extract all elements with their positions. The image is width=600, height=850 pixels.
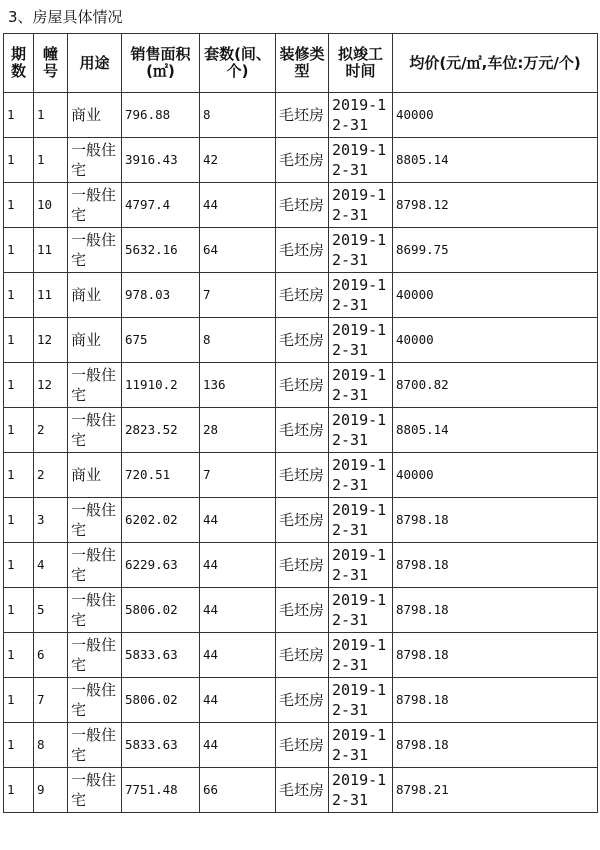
cell-building: 3 bbox=[34, 498, 68, 543]
cell-units: 64 bbox=[200, 228, 276, 273]
cell-units: 7 bbox=[200, 273, 276, 318]
cell-phase: 1 bbox=[4, 93, 34, 138]
cell-use: 商业 bbox=[68, 93, 122, 138]
cell-units: 136 bbox=[200, 363, 276, 408]
cell-building: 1 bbox=[34, 93, 68, 138]
section-title: 3、房屋具体情况 bbox=[8, 8, 123, 26]
cell-decoration: 毛坯房 bbox=[276, 723, 329, 768]
cell-area: 5632.16 bbox=[122, 228, 200, 273]
cell-building: 1 bbox=[34, 138, 68, 183]
cell-use: 一般住宅 bbox=[68, 633, 122, 678]
cell-use: 一般住宅 bbox=[68, 498, 122, 543]
cell-phase: 1 bbox=[4, 183, 34, 228]
cell-use: 一般住宅 bbox=[68, 768, 122, 813]
cell-area: 978.03 bbox=[122, 273, 200, 318]
cell-area: 5833.63 bbox=[122, 723, 200, 768]
table-row bbox=[4, 408, 598, 453]
header-row bbox=[4, 34, 598, 93]
cell-building: 9 bbox=[34, 768, 68, 813]
cell-decoration: 毛坯房 bbox=[276, 633, 329, 678]
cell-decoration: 毛坯房 bbox=[276, 363, 329, 408]
cell-completion: 2019-12-31 bbox=[329, 543, 393, 588]
cell-use: 一般住宅 bbox=[68, 723, 122, 768]
table-row bbox=[4, 138, 598, 183]
cell-completion: 2019-12-31 bbox=[329, 723, 393, 768]
table-row bbox=[4, 93, 598, 138]
cell-building: 10 bbox=[34, 183, 68, 228]
table-row bbox=[4, 318, 598, 363]
cell-area: 5806.02 bbox=[122, 678, 200, 723]
cell-price: 8798.18 bbox=[393, 633, 598, 678]
cell-completion: 2019-12-31 bbox=[329, 453, 393, 498]
header-use: 用途 bbox=[68, 34, 122, 93]
cell-completion: 2019-12-31 bbox=[329, 228, 393, 273]
cell-building: 2 bbox=[34, 408, 68, 453]
cell-price: 40000 bbox=[393, 453, 598, 498]
cell-decoration: 毛坯房 bbox=[276, 588, 329, 633]
cell-area: 675 bbox=[122, 318, 200, 363]
cell-price: 40000 bbox=[393, 273, 598, 318]
cell-decoration: 毛坯房 bbox=[276, 768, 329, 813]
cell-phase: 1 bbox=[4, 678, 34, 723]
table-row bbox=[4, 678, 598, 723]
cell-completion: 2019-12-31 bbox=[329, 633, 393, 678]
cell-units: 28 bbox=[200, 408, 276, 453]
cell-use: 一般住宅 bbox=[68, 408, 122, 453]
cell-decoration: 毛坯房 bbox=[276, 543, 329, 588]
cell-decoration: 毛坯房 bbox=[276, 138, 329, 183]
header-completion: 拟竣工时间 bbox=[329, 34, 393, 93]
cell-price: 8798.21 bbox=[393, 768, 598, 813]
cell-area: 796.88 bbox=[122, 93, 200, 138]
cell-decoration: 毛坯房 bbox=[276, 318, 329, 363]
housing-details-table bbox=[3, 33, 598, 813]
table-row bbox=[4, 723, 598, 768]
cell-building: 11 bbox=[34, 228, 68, 273]
cell-use: 一般住宅 bbox=[68, 363, 122, 408]
cell-area: 6229.63 bbox=[122, 543, 200, 588]
cell-price: 8805.14 bbox=[393, 138, 598, 183]
cell-area: 5833.63 bbox=[122, 633, 200, 678]
cell-phase: 1 bbox=[4, 633, 34, 678]
cell-units: 44 bbox=[200, 183, 276, 228]
cell-decoration: 毛坯房 bbox=[276, 678, 329, 723]
cell-price: 8798.18 bbox=[393, 588, 598, 633]
cell-building: 2 bbox=[34, 453, 68, 498]
cell-area: 11910.2 bbox=[122, 363, 200, 408]
cell-phase: 1 bbox=[4, 138, 34, 183]
cell-units: 44 bbox=[200, 723, 276, 768]
cell-completion: 2019-12-31 bbox=[329, 273, 393, 318]
cell-phase: 1 bbox=[4, 723, 34, 768]
cell-price: 40000 bbox=[393, 318, 598, 363]
cell-completion: 2019-12-31 bbox=[329, 183, 393, 228]
cell-price: 8798.18 bbox=[393, 498, 598, 543]
table-row bbox=[4, 453, 598, 498]
cell-decoration: 毛坯房 bbox=[276, 228, 329, 273]
cell-units: 44 bbox=[200, 498, 276, 543]
cell-price: 8699.75 bbox=[393, 228, 598, 273]
cell-completion: 2019-12-31 bbox=[329, 768, 393, 813]
cell-area: 6202.02 bbox=[122, 498, 200, 543]
cell-phase: 1 bbox=[4, 408, 34, 453]
cell-decoration: 毛坯房 bbox=[276, 408, 329, 453]
cell-completion: 2019-12-31 bbox=[329, 408, 393, 453]
cell-use: 一般住宅 bbox=[68, 183, 122, 228]
cell-price: 8798.12 bbox=[393, 183, 598, 228]
cell-building: 12 bbox=[34, 363, 68, 408]
table-row bbox=[4, 183, 598, 228]
cell-area: 5806.02 bbox=[122, 588, 200, 633]
cell-building: 11 bbox=[34, 273, 68, 318]
cell-phase: 1 bbox=[4, 768, 34, 813]
cell-area: 2823.52 bbox=[122, 408, 200, 453]
cell-completion: 2019-12-31 bbox=[329, 318, 393, 363]
cell-use: 一般住宅 bbox=[68, 138, 122, 183]
cell-units: 42 bbox=[200, 138, 276, 183]
cell-decoration: 毛坯房 bbox=[276, 93, 329, 138]
cell-decoration: 毛坯房 bbox=[276, 273, 329, 318]
cell-area: 720.51 bbox=[122, 453, 200, 498]
header-building: 幢号 bbox=[34, 34, 68, 93]
cell-price: 8805.14 bbox=[393, 408, 598, 453]
cell-units: 44 bbox=[200, 678, 276, 723]
cell-phase: 1 bbox=[4, 318, 34, 363]
cell-units: 8 bbox=[200, 93, 276, 138]
cell-price: 8700.82 bbox=[393, 363, 598, 408]
cell-building: 5 bbox=[34, 588, 68, 633]
cell-price: 8798.18 bbox=[393, 543, 598, 588]
cell-area: 4797.4 bbox=[122, 183, 200, 228]
cell-units: 8 bbox=[200, 318, 276, 363]
cell-completion: 2019-12-31 bbox=[329, 678, 393, 723]
table-row bbox=[4, 273, 598, 318]
cell-completion: 2019-12-31 bbox=[329, 363, 393, 408]
cell-phase: 1 bbox=[4, 228, 34, 273]
cell-phase: 1 bbox=[4, 543, 34, 588]
cell-building: 7 bbox=[34, 678, 68, 723]
cell-phase: 1 bbox=[4, 588, 34, 633]
cell-building: 6 bbox=[34, 633, 68, 678]
cell-decoration: 毛坯房 bbox=[276, 498, 329, 543]
header-decoration: 装修类型 bbox=[276, 34, 329, 93]
cell-use: 一般住宅 bbox=[68, 678, 122, 723]
table-row bbox=[4, 498, 598, 543]
cell-decoration: 毛坯房 bbox=[276, 453, 329, 498]
table-row bbox=[4, 588, 598, 633]
table-row bbox=[4, 228, 598, 273]
cell-use: 商业 bbox=[68, 273, 122, 318]
cell-completion: 2019-12-31 bbox=[329, 498, 393, 543]
cell-use: 一般住宅 bbox=[68, 588, 122, 633]
cell-use: 商业 bbox=[68, 453, 122, 498]
header-phase: 期数 bbox=[4, 34, 34, 93]
table-row bbox=[4, 543, 598, 588]
cell-price: 8798.18 bbox=[393, 723, 598, 768]
cell-units: 44 bbox=[200, 633, 276, 678]
cell-completion: 2019-12-31 bbox=[329, 93, 393, 138]
cell-units: 44 bbox=[200, 543, 276, 588]
cell-units: 44 bbox=[200, 588, 276, 633]
table-row bbox=[4, 768, 598, 813]
cell-units: 66 bbox=[200, 768, 276, 813]
cell-price: 8798.18 bbox=[393, 678, 598, 723]
cell-area: 7751.48 bbox=[122, 768, 200, 813]
cell-phase: 1 bbox=[4, 498, 34, 543]
cell-building: 12 bbox=[34, 318, 68, 363]
cell-completion: 2019-12-31 bbox=[329, 138, 393, 183]
cell-decoration: 毛坯房 bbox=[276, 183, 329, 228]
cell-building: 4 bbox=[34, 543, 68, 588]
header-area: 销售面积(㎡) bbox=[122, 34, 200, 93]
cell-phase: 1 bbox=[4, 363, 34, 408]
cell-phase: 1 bbox=[4, 273, 34, 318]
header-price: 均价(元/㎡,车位:万元/个) bbox=[393, 34, 598, 93]
cell-use: 一般住宅 bbox=[68, 228, 122, 273]
cell-building: 8 bbox=[34, 723, 68, 768]
cell-price: 40000 bbox=[393, 93, 598, 138]
cell-units: 7 bbox=[200, 453, 276, 498]
table-row bbox=[4, 633, 598, 678]
cell-phase: 1 bbox=[4, 453, 34, 498]
cell-completion: 2019-12-31 bbox=[329, 588, 393, 633]
cell-use: 商业 bbox=[68, 318, 122, 363]
cell-area: 3916.43 bbox=[122, 138, 200, 183]
cell-use: 一般住宅 bbox=[68, 543, 122, 588]
table-row bbox=[4, 363, 598, 408]
header-units: 套数(间、个) bbox=[200, 34, 276, 93]
